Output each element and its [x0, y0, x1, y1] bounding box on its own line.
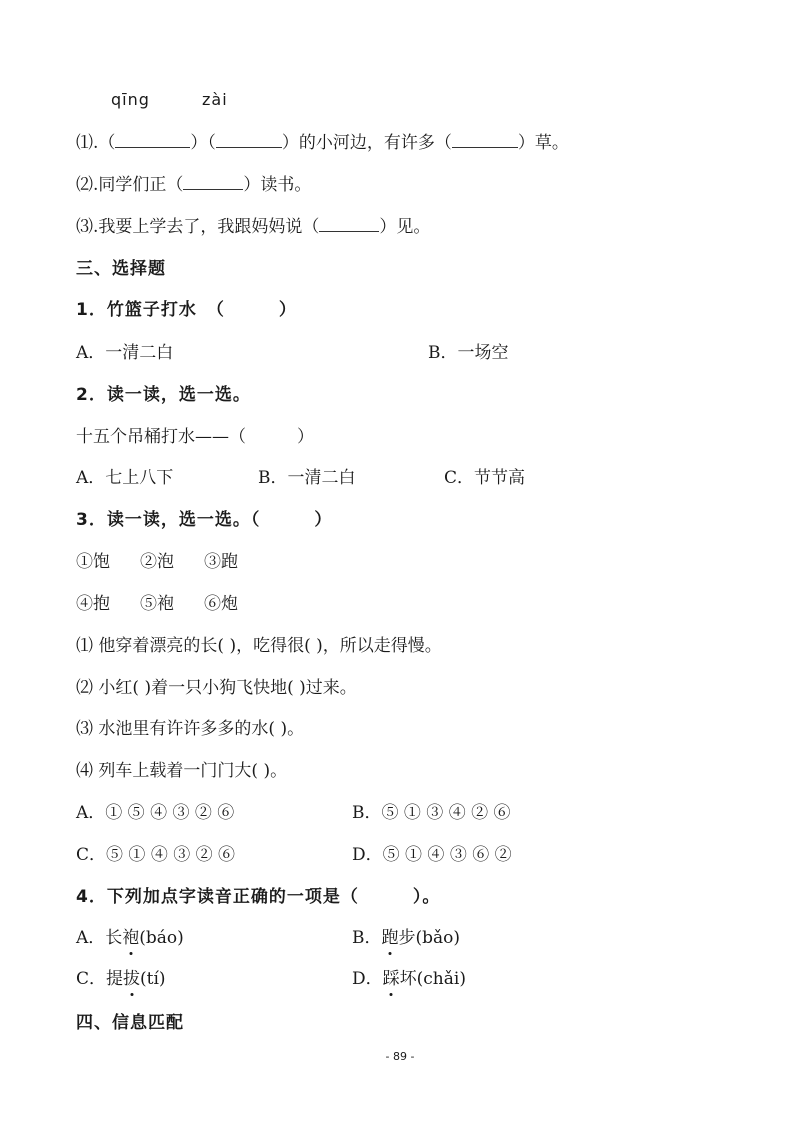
mc3-sentence-1: ⑴ 他穿着漂亮的长( )，吃得很( )，所以走得慢。 — [76, 636, 442, 656]
mc2-options — [76, 466, 526, 490]
mc3-option-c[interactable]: C．⑤ ① ④ ③ ② ⑥ — [76, 845, 236, 865]
section-title-matching: 四、信息匹配 — [76, 1013, 184, 1033]
mc2-question: 十五个吊桶打水——（ ） — [76, 427, 314, 447]
mc3-option-b[interactable]: B．⑤ ① ③ ④ ② ⑥ — [352, 803, 511, 823]
blank-2[interactable] — [216, 133, 282, 148]
dotted-char: 拔 — [123, 969, 141, 989]
char-option: ②泡 — [140, 552, 174, 572]
section-title-choice: 三、选择题 — [76, 259, 166, 279]
mc2-option-a[interactable]: A．七上八下 — [76, 468, 174, 488]
mc3-chars-row-1 — [76, 550, 238, 574]
mc3-options-row-2 — [76, 843, 512, 867]
blank-3[interactable] — [452, 133, 518, 148]
fill-question-3: ⑶.我要上学去了，我跟妈妈说（ ）见。 — [76, 217, 431, 237]
pinyin-qing: qīng — [111, 90, 150, 109]
pinyin-zai: zài — [202, 90, 228, 109]
mc4-stem: 4．下列加点字读音正确的一项是（ ）。 — [76, 887, 441, 907]
mc1-option-b[interactable]: B．一场空 — [428, 343, 509, 363]
mc4-option-b[interactable]: B．跑步(bǎo) — [352, 928, 461, 948]
mc4-options-row-2 — [76, 967, 466, 991]
char-option: ③跑 — [204, 552, 238, 572]
blank-1[interactable] — [115, 133, 190, 148]
char-option: ④抱 — [76, 594, 110, 614]
mc3-sentence-3: ⑶ 水池里有许许多多的水( )。 — [76, 719, 305, 739]
blank-4[interactable] — [183, 175, 243, 190]
mc2-stem: 2．读一读，选一选。 — [76, 385, 251, 405]
page-number: - 89 - — [385, 1050, 415, 1063]
mc3-sentence-2: ⑵ 小红( )着一只小狗飞快地( )过来。 — [76, 678, 357, 698]
mc4-option-d[interactable]: D．踩坏(chǎi) — [352, 969, 466, 989]
mc4-option-a[interactable]: A．长袍(báo) — [76, 928, 184, 948]
fill-question-2: ⑵.同学们正（ ）读书。 — [76, 175, 312, 195]
mc3-option-d[interactable]: D．⑤ ① ④ ③ ⑥ ② — [352, 845, 512, 865]
fill-question-1: ⑴.（ ）（ ）的小河边，有许多（ ）草。 — [76, 133, 569, 153]
char-option: ⑥炮 — [204, 594, 238, 614]
dotted-char: 袍 — [122, 928, 140, 948]
mc1-options — [76, 341, 509, 365]
dotted-char: 跑 — [381, 928, 399, 948]
blank-5[interactable] — [319, 217, 379, 232]
mc3-stem: 3．读一读，选一选。（ ） — [76, 510, 333, 530]
mc1-option-a[interactable]: A．一清二白 — [76, 343, 174, 363]
mc4-options-row-1 — [76, 926, 461, 950]
mc2-option-b[interactable]: B．一清二白 — [258, 468, 356, 488]
mc1-stem: 1．竹篮子打水 （ ） — [76, 300, 297, 320]
mc3-chars-row-2 — [76, 592, 238, 616]
mc4-option-c[interactable]: C．提拔(tí) — [76, 969, 166, 989]
mc3-option-a[interactable]: A．① ⑤ ④ ③ ② ⑥ — [76, 803, 235, 823]
mc2-option-c[interactable]: C．节节高 — [444, 468, 526, 488]
dotted-char: 踩 — [382, 969, 400, 989]
char-option: ⑤袍 — [140, 594, 174, 614]
mc3-options-row-1 — [76, 801, 511, 825]
char-option: ①饱 — [76, 552, 110, 572]
mc3-sentence-4: ⑷ 列车上载着一门门大( )。 — [76, 761, 288, 781]
